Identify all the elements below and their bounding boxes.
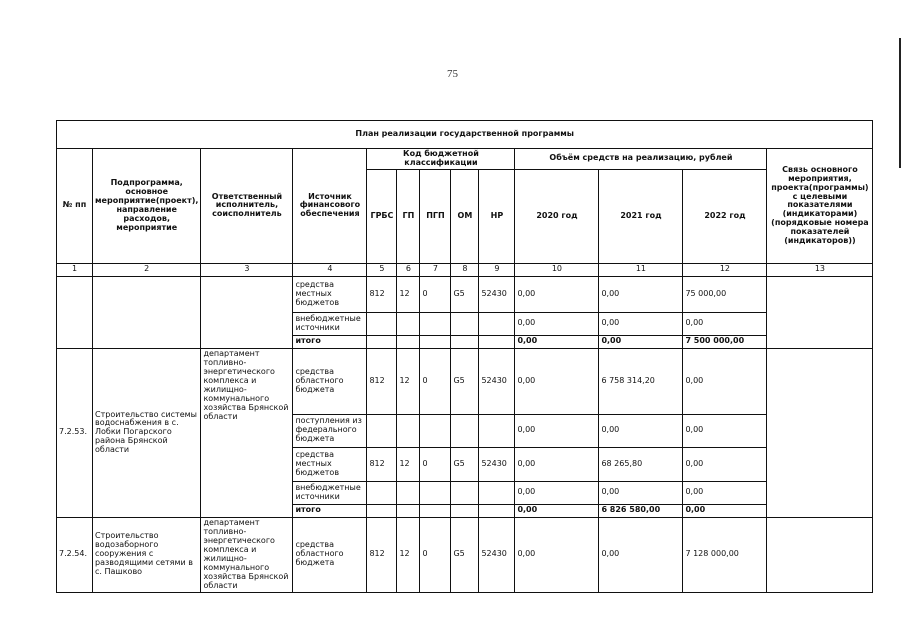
nr-cell xyxy=(479,414,515,447)
om-cell: G5 xyxy=(451,447,479,481)
nr-cell: 52430 xyxy=(479,276,515,312)
pgp-cell: 0 xyxy=(420,276,451,312)
nr-cell xyxy=(479,335,515,348)
header-2021: 2021 год xyxy=(599,169,683,263)
col-number: 12 xyxy=(683,263,767,276)
grbs-cell: 812 xyxy=(367,348,397,414)
nr-cell xyxy=(479,481,515,504)
header-2022: 2022 год xyxy=(683,169,767,263)
header-volume: Объём средств на реализацию, рублей xyxy=(515,149,767,170)
value-2020: 0,00 xyxy=(515,276,599,312)
value-2021: 0,00 xyxy=(599,335,683,348)
source-cell: средства местных бюджетов xyxy=(293,447,367,481)
om-cell xyxy=(451,504,479,517)
header-subprogram: Подпрограмма, основное мероприятие(проект), направление расходов, мероприятие xyxy=(93,149,201,264)
header-pgp: ПГП xyxy=(420,169,451,263)
item-responsible: департамент топливно-энергетического комплекса и жилищно-коммунального хозяйства Брянской области xyxy=(201,348,293,517)
row-responsible-empty xyxy=(201,276,293,348)
nr-cell xyxy=(479,312,515,335)
col-number: 5 xyxy=(367,263,397,276)
header-grbs: ГРБС xyxy=(367,169,397,263)
item-name: Строительство водозаборного сооружения с разводящими сетями в с. Пашково xyxy=(93,517,201,592)
gp-cell xyxy=(397,504,420,517)
col-number: 1 xyxy=(57,263,93,276)
item-responsible: департамент топливно-энергетического комплекса и жилищно-коммунального хозяйства Брянской области xyxy=(201,517,293,592)
source-cell: средства местных бюджетов xyxy=(293,276,367,312)
grbs-cell: 812 xyxy=(367,517,397,592)
header-nr: НР xyxy=(479,169,515,263)
value-2021: 68 265,80 xyxy=(599,447,683,481)
row-name-empty xyxy=(93,276,201,348)
table-title: План реализации государственной программы xyxy=(57,121,873,149)
row-num-empty xyxy=(57,276,93,348)
value-2020: 0,00 xyxy=(515,517,599,592)
value-2020: 0,00 xyxy=(515,504,599,517)
gp-cell xyxy=(397,414,420,447)
pgp-cell: 0 xyxy=(420,447,451,481)
nr-cell xyxy=(479,504,515,517)
source-cell: средства областного бюджета xyxy=(293,517,367,592)
source-cell: внебюджетные источники xyxy=(293,481,367,504)
source-cell: итого xyxy=(293,335,367,348)
pgp-cell xyxy=(420,481,451,504)
grbs-cell xyxy=(367,481,397,504)
gp-cell: 12 xyxy=(397,348,420,414)
om-cell xyxy=(451,414,479,447)
pgp-cell xyxy=(420,335,451,348)
value-2020: 0,00 xyxy=(515,481,599,504)
value-2021: 0,00 xyxy=(599,276,683,312)
grbs-cell xyxy=(367,335,397,348)
nr-cell: 52430 xyxy=(479,517,515,592)
value-2021: 0,00 xyxy=(599,414,683,447)
value-2021: 0,00 xyxy=(599,517,683,592)
col-number: 7 xyxy=(420,263,451,276)
gp-cell: 12 xyxy=(397,447,420,481)
link-cell-empty xyxy=(767,348,873,517)
gp-cell xyxy=(397,312,420,335)
value-2020: 0,00 xyxy=(515,335,599,348)
value-2022: 0,00 xyxy=(683,447,767,481)
grbs-cell: 812 xyxy=(367,276,397,312)
gp-cell xyxy=(397,335,420,348)
om-cell xyxy=(451,312,479,335)
source-cell: средства областного бюджета xyxy=(293,348,367,414)
header-num: № пп xyxy=(57,149,93,264)
header-responsible: Ответственный исполнитель, соисполнитель xyxy=(201,149,293,264)
header-om: ОМ xyxy=(451,169,479,263)
grbs-cell xyxy=(367,504,397,517)
om-cell: G5 xyxy=(451,276,479,312)
pgp-cell: 0 xyxy=(420,517,451,592)
source-cell: поступления из федерального бюджета xyxy=(293,414,367,447)
value-2020: 0,00 xyxy=(515,447,599,481)
value-2022: 0,00 xyxy=(683,312,767,335)
grbs-cell: 812 xyxy=(367,447,397,481)
grbs-cell xyxy=(367,414,397,447)
col-number: 4 xyxy=(293,263,367,276)
program-plan-table xyxy=(56,120,873,593)
value-2022: 75 000,00 xyxy=(683,276,767,312)
om-cell: G5 xyxy=(451,348,479,414)
page-number: 75 xyxy=(447,68,458,80)
value-2020: 0,00 xyxy=(515,414,599,447)
col-number: 11 xyxy=(599,263,683,276)
gp-cell: 12 xyxy=(397,276,420,312)
source-cell: внебюджетные источники xyxy=(293,312,367,335)
om-cell xyxy=(451,481,479,504)
value-2021: 0,00 xyxy=(599,312,683,335)
table-row xyxy=(57,517,873,592)
gp-cell xyxy=(397,481,420,504)
value-2021: 6 758 314,20 xyxy=(599,348,683,414)
link-cell-empty xyxy=(767,276,873,348)
col-number: 8 xyxy=(451,263,479,276)
item-number: 7.2.54. xyxy=(57,517,93,592)
value-2022: 0,00 xyxy=(683,348,767,414)
header-source: Источник финансового обеспечения xyxy=(293,149,367,264)
col-number: 2 xyxy=(93,263,201,276)
table-row xyxy=(57,348,873,414)
header-gp: ГП xyxy=(397,169,420,263)
col-number: 6 xyxy=(397,263,420,276)
item-name: Строительство системы водоснабжения в с. Лобки Погарского района Брянской области xyxy=(93,348,201,517)
link-cell-empty xyxy=(767,517,873,592)
col-number: 9 xyxy=(479,263,515,276)
col-number: 3 xyxy=(201,263,293,276)
source-cell: итого xyxy=(293,504,367,517)
grbs-cell xyxy=(367,312,397,335)
om-cell: G5 xyxy=(451,517,479,592)
value-2021: 0,00 xyxy=(599,481,683,504)
om-cell xyxy=(451,335,479,348)
nr-cell: 52430 xyxy=(479,348,515,414)
value-2022: 7 500 000,00 xyxy=(683,335,767,348)
pgp-cell xyxy=(420,504,451,517)
nr-cell: 52430 xyxy=(479,447,515,481)
item-number: 7.2.53. xyxy=(57,348,93,517)
pgp-cell: 0 xyxy=(420,348,451,414)
pgp-cell xyxy=(420,414,451,447)
col-number: 13 xyxy=(767,263,873,276)
value-2020: 0,00 xyxy=(515,312,599,335)
header-2020: 2020 год xyxy=(515,169,599,263)
gp-cell: 12 xyxy=(397,517,420,592)
value-2022: 0,00 xyxy=(683,504,767,517)
value-2022: 7 128 000,00 xyxy=(683,517,767,592)
header-budget-code: Код бюджетной классификации xyxy=(367,149,515,170)
value-2021: 6 826 580,00 xyxy=(599,504,683,517)
value-2020: 0,00 xyxy=(515,348,599,414)
value-2022: 0,00 xyxy=(683,414,767,447)
header-link: Связь основного мероприятия, проекта(программы) с целевыми показателями (индикаторами) (порядковые номера показателей (индикаторов)) xyxy=(767,149,873,264)
scan-edge-mark xyxy=(899,38,901,168)
col-number: 10 xyxy=(515,263,599,276)
value-2022: 0,00 xyxy=(683,481,767,504)
table-row xyxy=(57,276,873,312)
pgp-cell xyxy=(420,312,451,335)
